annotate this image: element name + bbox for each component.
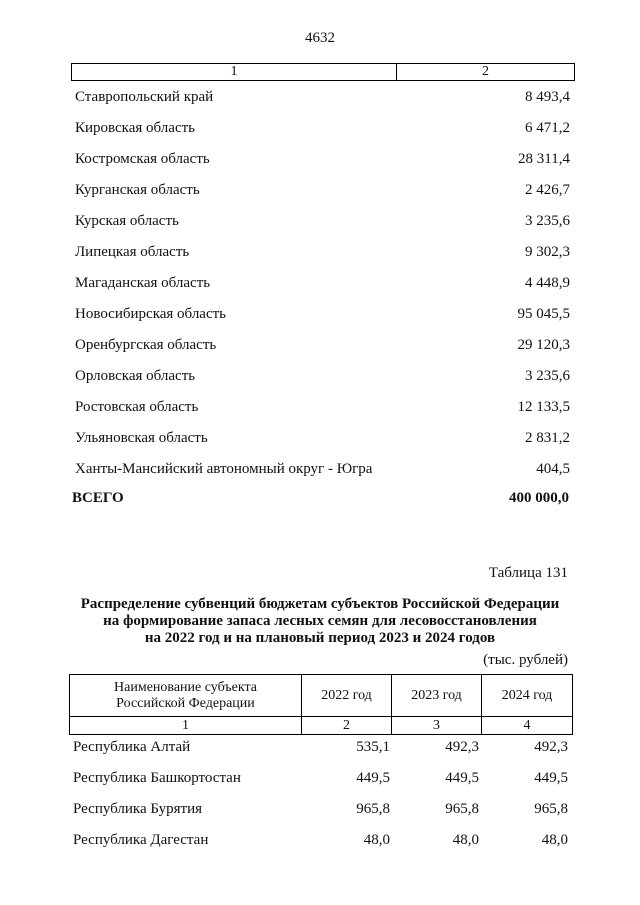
table1-header <box>71 63 575 81</box>
region-name: Республика Алтай <box>73 739 191 755</box>
region-value: 95 045,5 <box>517 306 570 322</box>
total-value: 400 000,0 <box>509 490 569 506</box>
table1-total-row <box>72 490 569 507</box>
value-2024: 48,0 <box>541 832 568 848</box>
value-2023: 965,8 <box>445 801 479 817</box>
table-row <box>73 830 569 861</box>
region-value: 29 120,3 <box>517 337 570 353</box>
column-number: 1 <box>70 717 302 734</box>
table2-header <box>69 674 573 735</box>
column-number: 3 <box>392 717 482 734</box>
value-2023: 449,5 <box>445 770 479 786</box>
header-region-name <box>70 675 302 716</box>
table-row <box>75 179 570 210</box>
region-name: Кировская область <box>75 120 196 136</box>
value-2022: 449,5 <box>356 770 390 786</box>
value-2022: 48,0 <box>363 832 390 848</box>
title-line: на 2022 год и на плановый период 2023 и 2024 годов <box>144 630 496 646</box>
region-value: 404,5 <box>536 461 570 477</box>
region-name: Ростовская область <box>75 399 199 415</box>
value-2022: 535,1 <box>356 739 390 755</box>
value-2024: 965,8 <box>534 801 568 817</box>
table-row <box>73 737 569 768</box>
table-row <box>75 117 570 148</box>
header-name-line: Российской Федерации <box>116 695 255 711</box>
region-name: Липецкая область <box>75 244 190 260</box>
total-label: ВСЕГО <box>72 490 124 506</box>
value-2023: 492,3 <box>445 739 479 755</box>
title-line: на формирование запаса лесных семян для лесовосстановления <box>103 613 537 629</box>
region-value: 8 493,4 <box>525 89 570 105</box>
header-year-2024: 2024 год <box>501 687 553 703</box>
region-value: 12 133,5 <box>517 399 570 415</box>
title-line: Распределение субвенций бюджетам субъектов Российской Федерации <box>80 596 560 612</box>
region-name: Магаданская область <box>75 275 211 291</box>
value-2024: 449,5 <box>534 770 568 786</box>
region-name: Республика Дагестан <box>73 832 209 848</box>
table1-header-col1: 1 <box>72 64 397 80</box>
table2-body <box>73 737 569 861</box>
value-2024: 492,3 <box>534 739 568 755</box>
region-name: Ульяновская область <box>75 430 208 446</box>
table-row <box>73 768 569 799</box>
region-value: 3 235,6 <box>525 368 570 384</box>
table-row <box>75 303 570 334</box>
region-name: Ханты-Мансийский автономный округ - Югра <box>75 461 373 477</box>
region-value: 4 448,9 <box>525 275 570 291</box>
region-name: Курганская область <box>75 182 200 198</box>
table2-title <box>60 596 580 647</box>
region-name: Новосибирская область <box>75 306 227 322</box>
region-name: Оренбургская область <box>75 337 217 353</box>
value-2022: 965,8 <box>356 801 390 817</box>
units-label: (тыс. рублей) <box>483 652 568 668</box>
region-value: 6 471,2 <box>525 120 570 136</box>
table-row <box>75 86 570 117</box>
header-year-2022: 2022 год <box>302 675 392 716</box>
region-name: Костромская область <box>75 151 210 167</box>
region-value: 2 426,7 <box>525 182 570 198</box>
table-number: Таблица 131 <box>488 565 568 581</box>
table1-header-col2: 2 <box>482 64 489 79</box>
region-name: Ставропольский край <box>75 89 214 105</box>
table-row <box>75 272 570 303</box>
table-row <box>75 458 570 489</box>
region-value: 3 235,6 <box>525 213 570 229</box>
region-name: Орловская область <box>75 368 196 384</box>
region-value: 9 302,3 <box>525 244 570 260</box>
value-2023: 48,0 <box>452 832 479 848</box>
column-number: 2 <box>302 717 392 734</box>
table-row <box>75 334 570 365</box>
table1-body <box>75 86 570 489</box>
page-number: 4632 <box>305 30 335 46</box>
table-row <box>75 210 570 241</box>
region-name: Курская область <box>75 213 179 229</box>
table-row <box>75 396 570 427</box>
region-value: 28 311,4 <box>518 151 570 167</box>
column-number: 4 <box>523 717 531 733</box>
header-year-2023: 2023 год <box>392 675 482 716</box>
region-name: Республика Бурятия <box>73 801 203 817</box>
table-row <box>73 799 569 830</box>
table-row <box>75 365 570 396</box>
table-row <box>75 427 570 458</box>
region-value: 2 831,2 <box>525 430 570 446</box>
region-name: Республика Башкортостан <box>73 770 241 786</box>
table-row <box>75 241 570 272</box>
header-name-line: Наименование субъекта <box>114 679 257 695</box>
table-row <box>75 148 570 179</box>
